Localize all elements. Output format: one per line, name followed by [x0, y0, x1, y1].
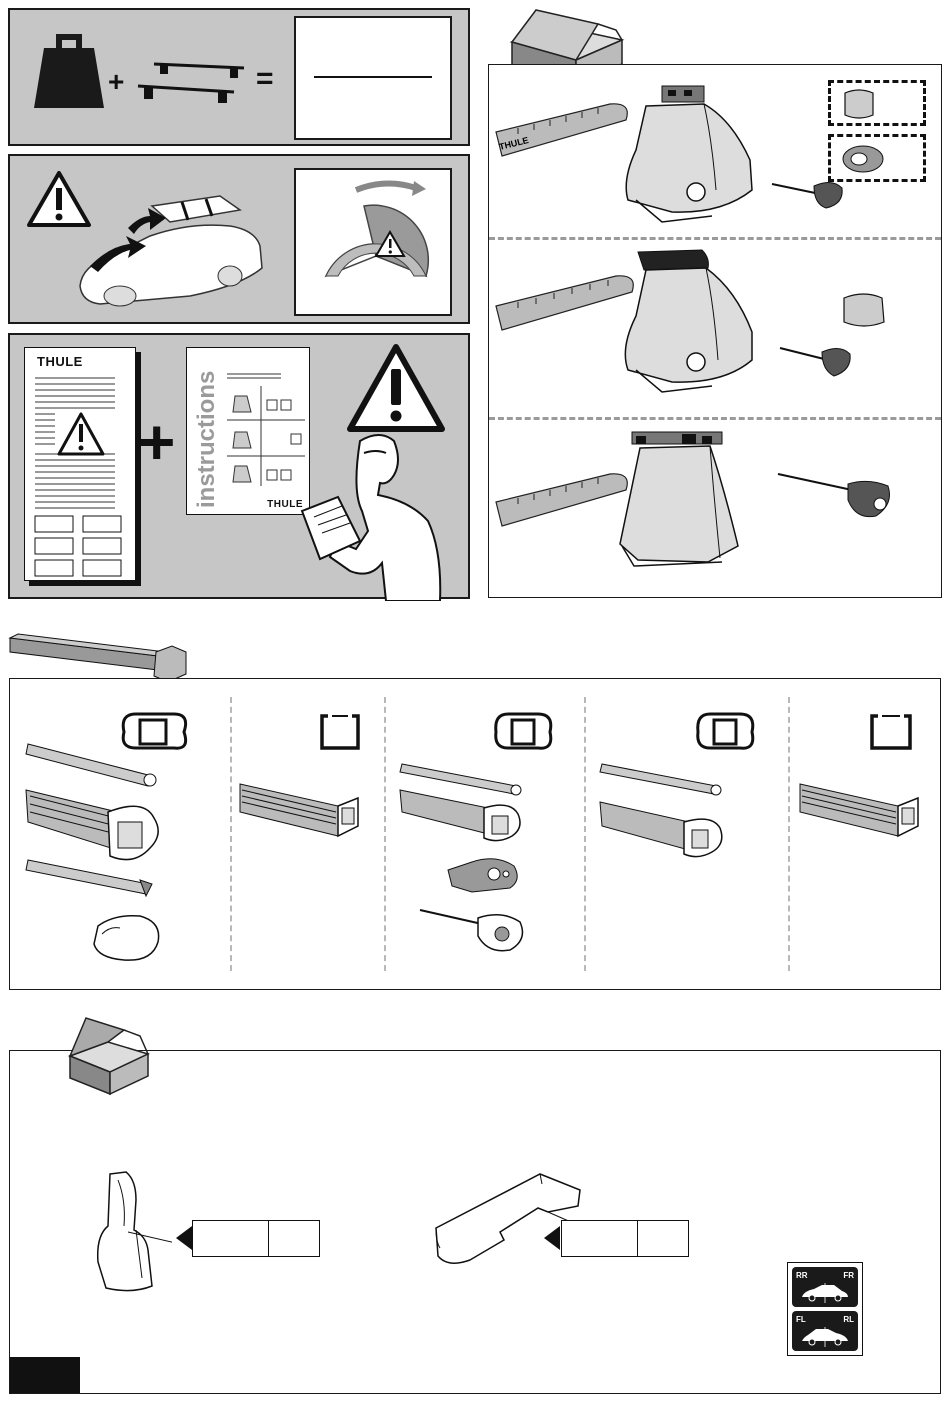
- column-divider: [230, 697, 232, 971]
- column-divider: [788, 697, 790, 971]
- warning-triangle-large-icon: [346, 343, 446, 433]
- square-profile-icon: [318, 712, 362, 752]
- warning-triangle-icon: [57, 412, 105, 456]
- square-bar: [798, 778, 922, 844]
- fitting-boxes: [33, 514, 129, 578]
- fitting-key: [778, 336, 856, 382]
- car-diagram-icon: [800, 1283, 850, 1303]
- pointer-arrow: [176, 1226, 192, 1250]
- fitting-bracket: [92, 1170, 172, 1296]
- sticker-rear-front: [792, 1267, 858, 1307]
- section-divider: [489, 237, 941, 240]
- fitting-key: [776, 470, 896, 526]
- sticker-label-fr: FR: [843, 1271, 854, 1280]
- fitting-key: [418, 904, 530, 956]
- open-kit-box-icon: [66, 1012, 152, 1096]
- tape-brand: THULE: [498, 134, 530, 152]
- car-diagram-icon: [800, 1327, 850, 1347]
- optional-lock-box: [828, 134, 926, 182]
- roof-bars-icon: [134, 52, 254, 108]
- aero-bar: [24, 782, 164, 864]
- code-field: [638, 1221, 688, 1256]
- code-field: [193, 1221, 269, 1256]
- code-field: [562, 1221, 638, 1256]
- aero-bar: [598, 796, 728, 860]
- code-field: [269, 1221, 319, 1256]
- bracket-code-box: [192, 1220, 320, 1257]
- column-divider: [584, 697, 586, 971]
- instructions-title: instructions: [193, 370, 220, 508]
- optional-cap-box: [828, 80, 926, 126]
- sticker-label-rl: RL: [843, 1315, 854, 1324]
- max-load-line: [314, 76, 432, 78]
- adapter: [444, 852, 522, 896]
- speed-gauge-box: [294, 168, 452, 316]
- speed-gauge-icon: [316, 176, 436, 296]
- plus-sign: +: [108, 66, 125, 97]
- aero-slim-profile-icon: [694, 710, 756, 752]
- aero-slim-profile-icon: [492, 710, 554, 752]
- column-divider: [384, 697, 386, 971]
- page-marker: [10, 1357, 80, 1393]
- lock-cap: [837, 141, 887, 177]
- max-load-box: [294, 16, 452, 140]
- end-cap: [90, 912, 164, 964]
- person-reading-illustration: [290, 431, 470, 601]
- sticker-label-rr: RR: [796, 1271, 808, 1280]
- pad-code-box: [561, 1220, 689, 1257]
- square-profile-icon: [868, 712, 914, 752]
- position-stickers: [787, 1262, 863, 1356]
- load-capacity-panel: [8, 8, 470, 146]
- weight-icon: [34, 32, 104, 112]
- sticker-label-fl: FL: [796, 1315, 806, 1324]
- roof-foot-with-clamp: [612, 428, 752, 588]
- end-cap: [840, 290, 888, 330]
- section-divider: [489, 417, 941, 420]
- rubber-strip: [24, 856, 156, 900]
- pointer-arrow: [544, 1226, 560, 1250]
- brand-logo: THULE: [37, 354, 83, 369]
- roof-foot-with-black-pad: [612, 246, 762, 406]
- fitting-card-sheet: [24, 347, 136, 581]
- end-cap: [841, 87, 877, 121]
- aero-bar: [398, 784, 526, 844]
- equals-sign: =: [256, 62, 274, 95]
- plus-sign: +: [138, 406, 176, 478]
- speed-warning-panel: [8, 154, 470, 324]
- sticker-front-rear: [792, 1311, 858, 1351]
- car-with-load-illustration: [70, 186, 270, 316]
- roof-foot-with-bracket: [612, 80, 762, 230]
- slot-strip: [598, 760, 726, 798]
- read-instructions-panel: [8, 333, 470, 599]
- square-bar: [238, 778, 362, 844]
- brand-logo: THULE: [267, 499, 303, 510]
